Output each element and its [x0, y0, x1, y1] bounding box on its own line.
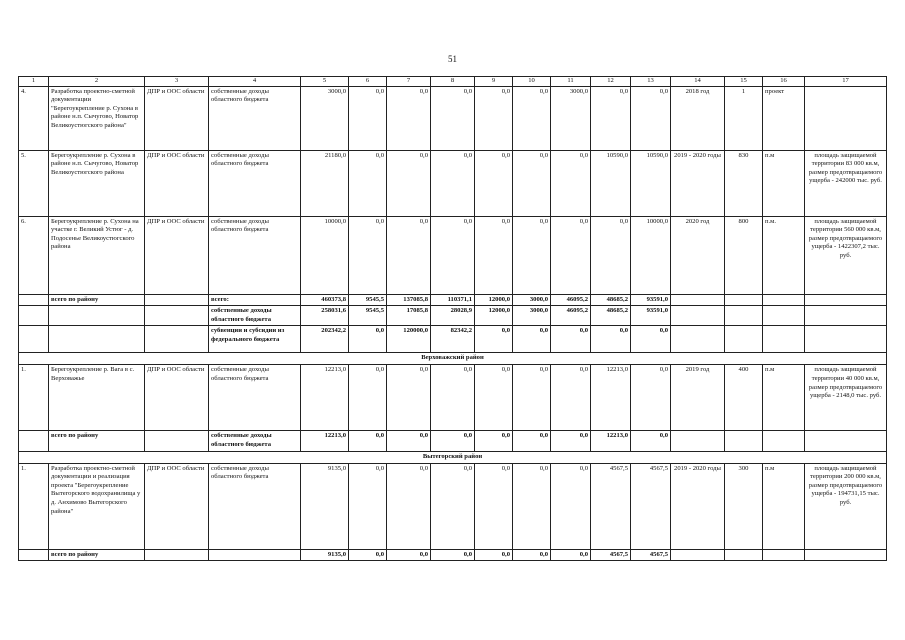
table-cell [671, 549, 725, 561]
table-cell: собственные доходы областного бюджета [209, 431, 301, 451]
table-cell: 0,0 [513, 549, 551, 561]
table-cell [725, 431, 763, 451]
table-cell: 0,0 [513, 463, 551, 549]
table-cell: 0,0 [475, 150, 513, 216]
column-number: 16 [763, 77, 805, 87]
table-cell [145, 294, 209, 306]
table-cell: 1. [19, 463, 49, 549]
table-cell: 300 [725, 463, 763, 549]
table-cell: 9545,5 [349, 306, 387, 326]
table-cell: ДПР и ООС области [145, 365, 209, 431]
table-cell: 0,0 [631, 326, 671, 353]
table-cell: собственные доходы областного бюджета [209, 216, 301, 294]
table-cell: 120000,0 [387, 326, 431, 353]
column-number: 17 [805, 77, 887, 87]
column-number: 6 [349, 77, 387, 87]
table-cell: 0,0 [475, 86, 513, 150]
table-cell: 0,0 [591, 86, 631, 150]
table-cell [763, 294, 805, 306]
table-cell: 9545,5 [349, 294, 387, 306]
table-cell: площадь защищаемой территории 83 000 кв.м, размер предотвращаемого ущерба - 242000 тыс. руб. [805, 150, 887, 216]
table-cell: 0,0 [349, 365, 387, 431]
table-cell [805, 306, 887, 326]
table-cell: 202342,2 [301, 326, 349, 353]
total-row [19, 549, 887, 561]
table-cell: 93591,0 [631, 294, 671, 306]
table-cell: 12213,0 [301, 365, 349, 431]
table-cell: 0,0 [513, 431, 551, 451]
table-cell: 21180,0 [301, 150, 349, 216]
table-cell: 0,0 [475, 216, 513, 294]
table-cell: 3000,0 [513, 294, 551, 306]
table-cell: 0,0 [431, 365, 475, 431]
column-number: 14 [671, 77, 725, 87]
table-cell: 0,0 [349, 216, 387, 294]
table-cell: Разработка проектно-сметной документации "Берегоукрепление р. Сухона в районе н.п. Сычугово, Новатор Великоустюгского района" [49, 86, 145, 150]
table-cell: Берегоукрепление р. Вага в с. Верховажье [49, 365, 145, 431]
table-cell: ДПР и ООС области [145, 463, 209, 549]
table-cell: 0,0 [431, 216, 475, 294]
table-cell [763, 431, 805, 451]
table-cell: 0,0 [349, 86, 387, 150]
table-cell: 93591,0 [631, 306, 671, 326]
table-cell: собственные доходы областного бюджета [209, 463, 301, 549]
table-row [19, 216, 887, 294]
program-table [18, 76, 887, 561]
table-cell: 3000,0 [301, 86, 349, 150]
table-row [19, 86, 887, 150]
table-cell: 5. [19, 150, 49, 216]
table-cell: 48685,2 [591, 294, 631, 306]
table-cell: ДПР и ООС области [145, 150, 209, 216]
column-number: 11 [551, 77, 591, 87]
table-row [19, 150, 887, 216]
table-cell: 0,0 [475, 365, 513, 431]
table-cell: 12213,0 [301, 431, 349, 451]
table-cell: 0,0 [387, 431, 431, 451]
table-cell [209, 549, 301, 561]
table-cell: 258031,6 [301, 306, 349, 326]
table-cell: проект [763, 86, 805, 150]
table-cell: 0,0 [513, 216, 551, 294]
table-cell: Разработка проектно-сметной документации и реализация проекта "Берегоукрепление Вытегорского водохранилища у д. Анхимово Вытегорского района" [49, 463, 145, 549]
table-cell: 0,0 [349, 549, 387, 561]
table-cell: 400 [725, 365, 763, 431]
table-cell: 9135,0 [301, 463, 349, 549]
column-number: 13 [631, 77, 671, 87]
table-cell: 0,0 [475, 463, 513, 549]
table-cell: 0,0 [387, 150, 431, 216]
table-cell: всего по району [49, 294, 145, 306]
table-cell: 2019 - 2020 годы [671, 463, 725, 549]
table-cell: 0,0 [431, 431, 475, 451]
table-cell: 46095,2 [551, 294, 591, 306]
table-cell: 12213,0 [591, 365, 631, 431]
table-cell: собственные доходы областного бюджета [209, 150, 301, 216]
table-cell: Берегоукрепление р. Сухона на участке г. Великий Устюг - д. Подосенье Великоустюгского района [49, 216, 145, 294]
column-number: 9 [475, 77, 513, 87]
table-cell [145, 326, 209, 353]
total-row [19, 431, 887, 451]
table-cell: собственные доходы областного бюджета [209, 365, 301, 431]
table-cell: 460373,8 [301, 294, 349, 306]
total-row [19, 326, 887, 353]
column-number-row [19, 77, 887, 87]
table-row [19, 463, 887, 549]
table-cell: 0,0 [591, 216, 631, 294]
table-cell: п.м [763, 150, 805, 216]
table-cell: 0,0 [513, 326, 551, 353]
section-header-row [19, 451, 887, 463]
section-title: Вытегорский район [19, 451, 887, 463]
table-cell [805, 294, 887, 306]
table-cell: 800 [725, 216, 763, 294]
section-title: Верховажский район [19, 353, 887, 365]
column-number: 4 [209, 77, 301, 87]
table-cell: 0,0 [387, 86, 431, 150]
table-cell: субвенции и субсидии из федерального бюджета [209, 326, 301, 353]
table-cell [49, 326, 145, 353]
table-cell: 12000,0 [475, 306, 513, 326]
table-cell: 0,0 [551, 463, 591, 549]
total-row [19, 294, 887, 306]
page-number: 51 [448, 54, 457, 64]
table-cell: площадь защищаемой территории 40 000 кв.м, размер предотвращаемого ущерба - 2148,0 тыс. руб. [805, 365, 887, 431]
table-cell: 0,0 [475, 549, 513, 561]
table-cell [49, 306, 145, 326]
table-cell: собственные доходы областного бюджета [209, 306, 301, 326]
table-cell: 0,0 [387, 549, 431, 561]
table-cell: 10000,0 [631, 216, 671, 294]
table-cell: п.м [763, 365, 805, 431]
table-cell: 0,0 [513, 365, 551, 431]
table-cell: 0,0 [349, 326, 387, 353]
table-cell: 0,0 [431, 549, 475, 561]
table-cell: ДПР и ООС области [145, 86, 209, 150]
table-cell: 10590,0 [591, 150, 631, 216]
table-cell: 0,0 [431, 86, 475, 150]
table-row [19, 365, 887, 431]
table-cell [671, 306, 725, 326]
section-header-row [19, 353, 887, 365]
table-cell: 0,0 [349, 431, 387, 451]
table-cell [671, 294, 725, 306]
table-cell: 0,0 [551, 216, 591, 294]
table-cell: 2019 год [671, 365, 725, 431]
table-cell: 0,0 [387, 365, 431, 431]
table-cell [19, 549, 49, 561]
table-cell: Берегоукрепление р. Сухона в районе н.п. Сычугово, Новатор Великоустюгского района [49, 150, 145, 216]
table-cell [805, 431, 887, 451]
table-cell: 1 [725, 86, 763, 150]
table-cell: 4567,5 [631, 549, 671, 561]
table-cell [725, 326, 763, 353]
table-cell [145, 431, 209, 451]
column-number: 12 [591, 77, 631, 87]
table-cell: площадь защищаемой территории 200 000 кв.м, размер предотвращаемого ущерба - 194731,15 тыс. руб. [805, 463, 887, 549]
table-cell: 10590,0 [631, 150, 671, 216]
column-number: 2 [49, 77, 145, 87]
table-cell: ДПР и ООС области [145, 216, 209, 294]
column-number: 10 [513, 77, 551, 87]
table-cell: 137085,8 [387, 294, 431, 306]
table-cell: 110371,1 [431, 294, 475, 306]
table-cell: 4567,5 [591, 463, 631, 549]
table-cell [725, 306, 763, 326]
table-cell: 2020 год [671, 216, 725, 294]
table-cell: 6. [19, 216, 49, 294]
table-cell [19, 306, 49, 326]
table-cell: 3000,0 [513, 306, 551, 326]
table-cell: 0,0 [551, 431, 591, 451]
table-cell: 0,0 [513, 86, 551, 150]
table-cell: 0,0 [513, 150, 551, 216]
table-cell: 0,0 [475, 431, 513, 451]
table-cell: 0,0 [591, 326, 631, 353]
table-cell: 0,0 [431, 463, 475, 549]
table-cell [671, 431, 725, 451]
table-cell: п.м. [763, 216, 805, 294]
table-cell: собственные доходы областного бюджета [209, 86, 301, 150]
column-number: 5 [301, 77, 349, 87]
table-cell [725, 549, 763, 561]
table-cell: всего: [209, 294, 301, 306]
table-cell: 2018 год [671, 86, 725, 150]
table-cell: 17085,8 [387, 306, 431, 326]
column-number: 3 [145, 77, 209, 87]
table-cell: 0,0 [631, 431, 671, 451]
total-row [19, 306, 887, 326]
table-cell: 0,0 [631, 86, 671, 150]
table-cell: 48685,2 [591, 306, 631, 326]
table-cell [671, 326, 725, 353]
column-number: 8 [431, 77, 475, 87]
table-cell: всего по району [49, 549, 145, 561]
table-cell: 4567,5 [631, 463, 671, 549]
table-cell: 0,0 [387, 216, 431, 294]
table-cell: 4567,5 [591, 549, 631, 561]
table-cell [805, 549, 887, 561]
table-cell: 0,0 [551, 150, 591, 216]
table-cell: 0,0 [551, 549, 591, 561]
table-cell: 10000,0 [301, 216, 349, 294]
table-cell [145, 306, 209, 326]
table-cell [19, 431, 49, 451]
table-cell: 12213,0 [591, 431, 631, 451]
table-cell: 3000,0 [551, 86, 591, 150]
column-number: 15 [725, 77, 763, 87]
table-cell [19, 294, 49, 306]
table-cell: 0,0 [349, 463, 387, 549]
table-cell: всего по району [49, 431, 145, 451]
table-cell: 46095,2 [551, 306, 591, 326]
table-cell [763, 326, 805, 353]
table-cell: 0,0 [551, 326, 591, 353]
table-cell: 0,0 [475, 326, 513, 353]
table-cell: 28028,9 [431, 306, 475, 326]
table-cell: 0,0 [631, 365, 671, 431]
table-cell: 0,0 [349, 150, 387, 216]
table-cell: 0,0 [431, 150, 475, 216]
table-cell: 2019 - 2020 годы [671, 150, 725, 216]
table-cell: 0,0 [551, 365, 591, 431]
table-cell: п.м [763, 463, 805, 549]
column-number: 1 [19, 77, 49, 87]
table-cell [805, 326, 887, 353]
table-cell: 0,0 [387, 463, 431, 549]
table-cell: 830 [725, 150, 763, 216]
table-cell [145, 549, 209, 561]
table-cell [19, 326, 49, 353]
table-cell [763, 306, 805, 326]
table-cell [805, 86, 887, 150]
table-cell [763, 549, 805, 561]
table-cell: 1. [19, 365, 49, 431]
column-number: 7 [387, 77, 431, 87]
table-cell: 12000,0 [475, 294, 513, 306]
table-cell: 9135,0 [301, 549, 349, 561]
table-cell: площадь защищаемой территории 560 000 кв.м, размер предотвращаемого ущерба - 1422307,2 тыс. руб. [805, 216, 887, 294]
table-cell [725, 294, 763, 306]
table-cell: 4. [19, 86, 49, 150]
table-cell: 82342,2 [431, 326, 475, 353]
